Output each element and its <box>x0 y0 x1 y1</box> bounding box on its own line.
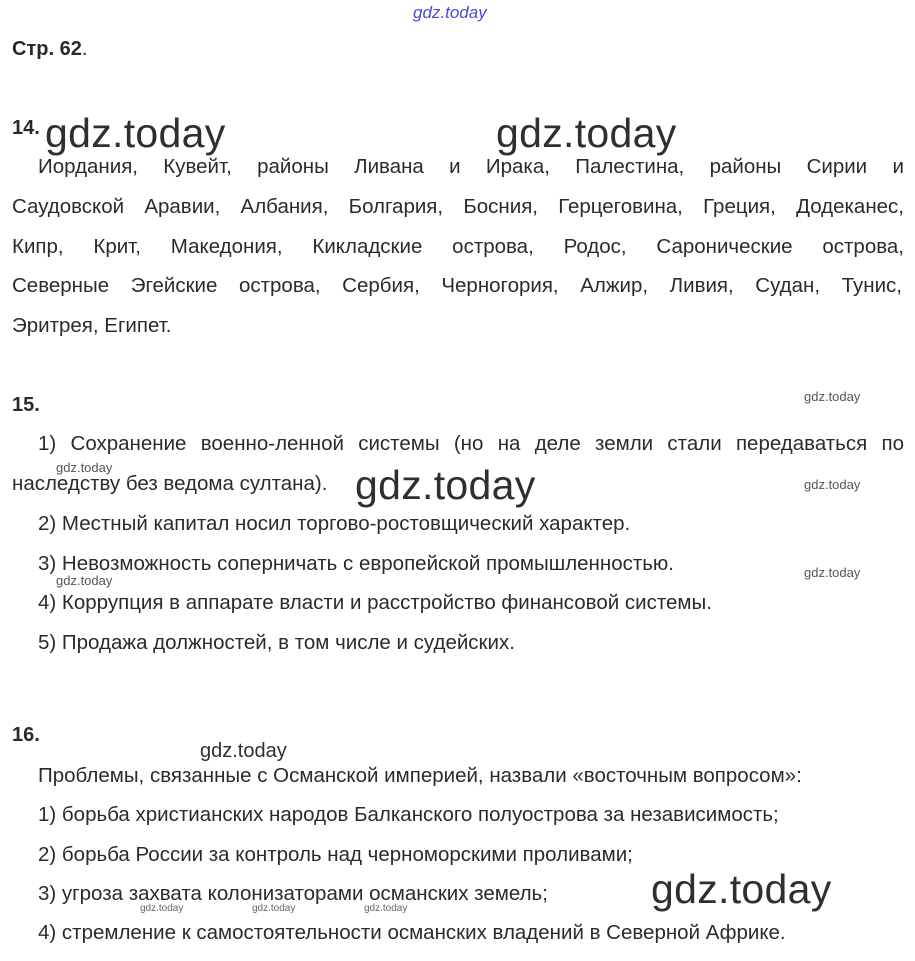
page-title-text: Стр. 62 <box>12 38 82 60</box>
watermark-tiny-1: gdz.today <box>140 903 184 914</box>
question-14-line-3: Кипр, Крит, Македония, Кикладские острова, Родос, Саронические острова, <box>12 235 904 258</box>
page-title-suffix: . <box>81 38 88 60</box>
watermark-small-4: gdz.today <box>804 565 861 580</box>
question-16-number: 16. <box>12 724 40 746</box>
question-15-line-5: 4) Коррупция в аппарате власти и расстройство финансовой системы. <box>38 591 712 614</box>
question-15-line-3: 2) Местный капитал носил торгово-ростовщический характер. <box>38 512 631 535</box>
watermark-big-3: gdz.today <box>355 462 536 508</box>
question-14-line-1: Иордания, Кувейт, районы Ливана и Ирака, Палестина, районы Сирии и <box>38 155 904 178</box>
question-16-line-3: 2) борьба России за контроль над черноморскими проливами; <box>38 843 633 866</box>
watermark-big-2: gdz.today <box>496 110 677 156</box>
question-15-line-2: наследству без ведома султана). <box>12 472 328 495</box>
question-15-number: 15. <box>12 394 40 416</box>
watermark-small-5: gdz.today <box>56 573 113 588</box>
question-16-line-2: 1) борьба христианских народов Балканского полуострова за независимость; <box>38 803 779 826</box>
watermark-top: gdz.today <box>413 3 487 22</box>
question-15-line-6: 5) Продажа должностей, в том числе и судейских. <box>38 631 515 654</box>
question-15-line-4: 3) Невозможность соперничать с европейской промышленностью. <box>38 552 674 575</box>
question-16-line-1: Проблемы, связанные с Османской империей, назвали «восточным вопросом»: <box>38 764 802 787</box>
question-15-line-1: 1) Сохранение военно-ленной системы (но на деле земли стали передаваться по <box>38 432 904 455</box>
page-title <box>12 38 87 61</box>
watermark-small-3: gdz.today <box>804 477 861 492</box>
watermark-small-2: gdz.today <box>56 460 113 475</box>
question-14-number: 14. <box>12 117 40 139</box>
watermark-tiny-3: gdz.today <box>364 903 408 914</box>
watermark-medium: gdz.today <box>200 740 287 762</box>
question-16-line-4: 3) угроза захвата колонизаторами османских земель; <box>38 882 548 905</box>
watermark-big-4: gdz.today <box>651 866 832 912</box>
question-14-line-4: Северные Эгейские острова, Сербия, Черногория, Алжир, Ливия, Судан, Тунис, <box>12 274 902 297</box>
watermark-big-1: gdz.today <box>45 110 226 156</box>
watermark-small-1: gdz.today <box>804 389 861 404</box>
question-16-line-5: 4) стремление к самостоятельности османских владений в Северной Африке. <box>38 921 786 944</box>
question-14-line-2: Саудовской Аравии, Албания, Болгария, Босния, Герцеговина, Греция, Додеканес, <box>12 195 904 218</box>
question-14-line-5: Эритрея, Египет. <box>12 314 172 337</box>
watermark-tiny-2: gdz.today <box>252 903 296 914</box>
